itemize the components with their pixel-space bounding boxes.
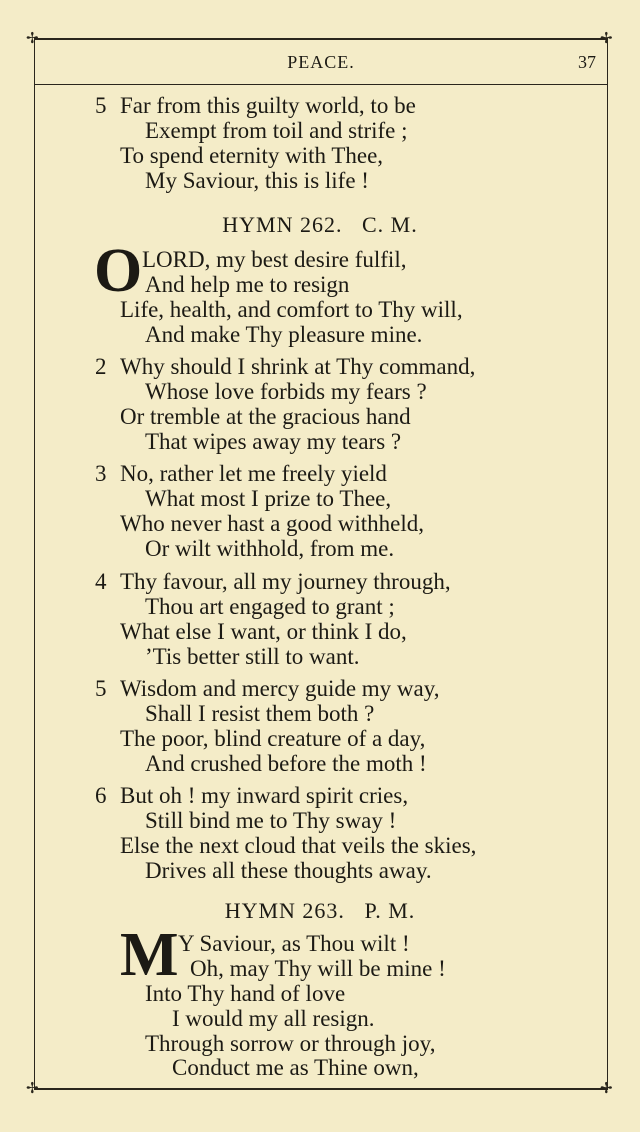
- corner-ornament-icon: ✢: [26, 31, 39, 47]
- verse-line: Wisdom and mercy guide my way,: [120, 676, 440, 701]
- verse-line: And crushed before the moth !: [145, 751, 427, 776]
- corner-ornament-icon: ✢: [600, 31, 613, 47]
- hymn-title: [0, 212, 640, 238]
- verse-line: That wipes away my tears ?: [145, 429, 402, 454]
- verse-line: What most I prize to Thee,: [145, 486, 392, 511]
- verse-line: ’Tis better still to want.: [145, 644, 360, 669]
- verse-line: Thou art engaged to grant ;: [145, 594, 395, 619]
- drop-cap: M: [120, 921, 179, 989]
- verse-line: Life, health, and comfort to Thy will,: [120, 297, 463, 322]
- verse-line: LORD, my best desire fulfil,: [142, 247, 407, 272]
- verse-line: Thy favour, all my journey through,: [120, 569, 451, 594]
- verse-line: What else I want, or think I do,: [120, 619, 407, 644]
- hymn-number: HYMN 263.: [224, 898, 345, 923]
- verse-line: And help me to resign: [145, 272, 350, 297]
- verse-line: To spend eternity with Thee,: [120, 143, 384, 168]
- page-header: [34, 52, 608, 72]
- verse-line: Or wilt withhold, from me.: [145, 536, 395, 561]
- top-rule: [34, 38, 608, 40]
- page-number: 37: [578, 52, 596, 72]
- verse-line: The poor, blind creature of a day,: [120, 726, 426, 751]
- hymn-meter: C. M.: [361, 212, 418, 237]
- right-rule: [607, 40, 608, 1088]
- verse-number: 2: [95, 354, 107, 379]
- verse-line: Oh, may Thy will be mine !: [190, 956, 446, 981]
- corner-ornament-icon: ✢: [600, 1081, 613, 1097]
- corner-ornament-icon: ✢: [26, 1081, 39, 1097]
- verse-line: Through sorrow or through joy,: [145, 1031, 436, 1056]
- drop-cap: O: [94, 237, 143, 305]
- running-head: PEACE.: [287, 52, 355, 72]
- verse-line: Exempt from toil and strife ;: [145, 118, 408, 143]
- verse-line: Who never hast a good withheld,: [120, 511, 425, 536]
- verse-line: Shall I resist them both ?: [145, 701, 375, 726]
- verse-line: Else the next cloud that veils the skies,: [120, 833, 477, 858]
- verse-line: Why should I shrink at Thy command,: [120, 354, 476, 379]
- hymn-meter: P. M.: [364, 898, 416, 923]
- verse-line: And make Thy pleasure mine.: [145, 322, 423, 347]
- verse-line: Conduct me as Thine own,: [172, 1055, 419, 1080]
- verse-line: I would my all resign.: [172, 1006, 375, 1031]
- verse-number: 6: [95, 783, 107, 808]
- verse-line: Or tremble at the gracious hand: [120, 404, 411, 429]
- verse-line: No, rather let me freely yield: [120, 461, 387, 486]
- verse-number: 4: [95, 569, 107, 594]
- header-rule: [34, 84, 608, 85]
- verse-line: Into Thy hand of love: [145, 981, 346, 1006]
- verse-line: Y Saviour, as Thou wilt !: [178, 931, 410, 956]
- verse-number: 3: [95, 461, 107, 486]
- hymn-title: [0, 898, 640, 924]
- left-rule: [34, 40, 35, 1088]
- verse-line: Drives all these thoughts away.: [145, 858, 432, 883]
- verse-number: 5: [95, 676, 107, 701]
- verse-number: 5: [95, 93, 107, 118]
- bottom-rule: [34, 1088, 608, 1090]
- hymn-number: HYMN 262.: [222, 212, 343, 237]
- verse-line: My Saviour, this is life !: [145, 168, 369, 193]
- verse-line: Whose love forbids my fears ?: [145, 379, 427, 404]
- verse-line: But oh ! my inward spirit cries,: [120, 783, 409, 808]
- verse-line: Far from this guilty world, to be: [120, 93, 416, 118]
- verse-line: Still bind me to Thy sway !: [145, 808, 397, 833]
